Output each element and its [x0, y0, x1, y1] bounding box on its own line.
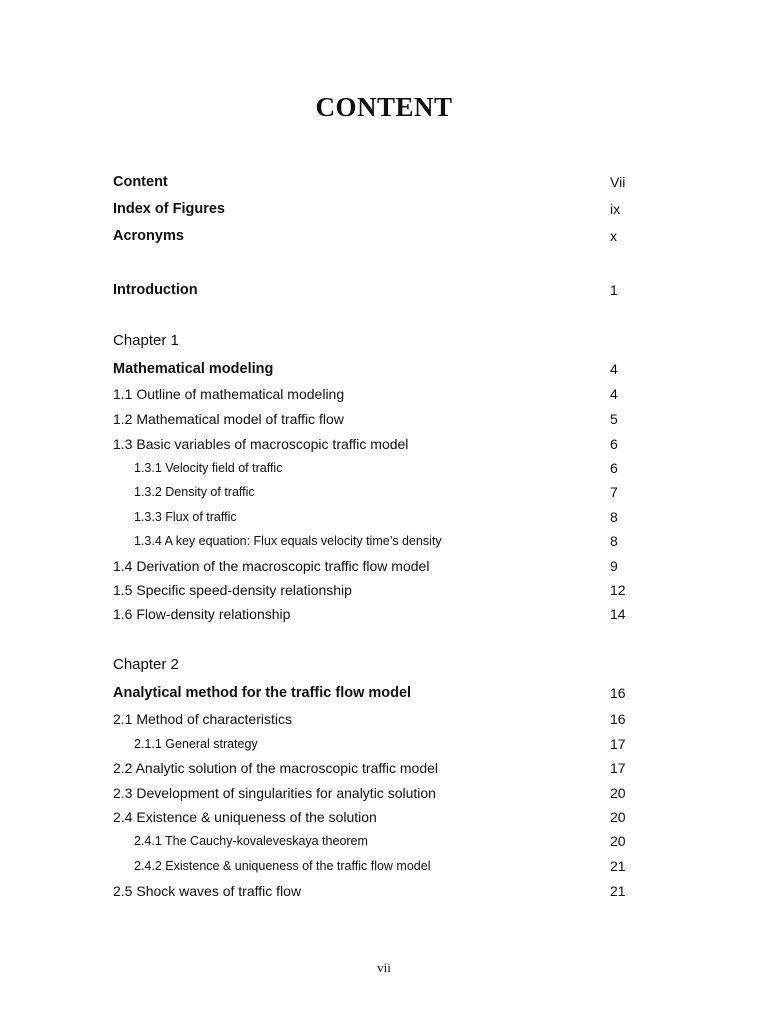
toc-entry-page: 14 [610, 606, 626, 622]
toc-entry-1-6[interactable] [113, 603, 633, 625]
toc-entry-label: Mathematical modeling [113, 361, 274, 377]
toc-entry-page: Vii [610, 174, 626, 190]
toc-entry-label: 1.3 Basic variables of macroscopic traffic model [113, 436, 409, 452]
toc-entry-1-5[interactable] [113, 579, 633, 601]
toc-entry-content[interactable] [113, 171, 633, 193]
toc-entry-page: 12 [610, 582, 626, 598]
toc-entry-page: 7 [610, 484, 618, 500]
toc-entry-1-3-2[interactable] [113, 481, 633, 503]
toc-entry-chapter-1-title[interactable] [113, 358, 633, 380]
toc-entry-label: 1.4 Derivation of the macroscopic traffic flow model [113, 558, 430, 574]
toc-entry-page: 8 [610, 509, 618, 525]
toc-entry-page: 9 [610, 558, 618, 574]
toc-entry-1-3-1[interactable] [113, 457, 633, 479]
page-title: CONTENT [315, 92, 453, 122]
toc-entry-page: 16 [610, 711, 626, 727]
toc-entry-label: 1.3.1 Velocity field of traffic [134, 461, 283, 475]
toc-entry-page: 5 [610, 411, 618, 427]
toc-entry-label: 2.4.2 Existence & uniqueness of the traffic flow model [134, 859, 431, 873]
toc-entry-page: 8 [610, 533, 618, 549]
toc-entry-label: Index of Figures [113, 201, 225, 217]
toc-entry-index-of-figures[interactable] [113, 198, 633, 220]
toc-entry-1-3-4[interactable] [113, 530, 633, 552]
footer-page-number: vii [377, 960, 391, 975]
toc-entry-label: Analytical method for the traffic flow model [113, 685, 412, 701]
toc-entry-acronyms[interactable] [113, 225, 633, 247]
toc-entry-label: Content [113, 174, 168, 190]
toc-entry-label: Introduction [113, 282, 198, 298]
toc-entry-label: 2.4.1 The Cauchy-kovaleveskaya theorem [134, 834, 368, 848]
toc-entry-page: 6 [610, 436, 618, 452]
toc-entry-2-4[interactable] [113, 806, 633, 828]
toc-entry-label: 1.3.3 Flux of traffic [134, 510, 237, 524]
chapter-label: Chapter 2 [113, 656, 179, 673]
toc-entry-page: 4 [610, 386, 618, 402]
toc-entry-page: 21 [610, 858, 626, 874]
toc-entry-page: 20 [610, 833, 626, 849]
toc-entry-label: 2.2 Analytic solution of the macroscopic traffic model [113, 760, 439, 776]
toc-entry-page: 17 [610, 736, 626, 752]
toc-entry-2-4-1[interactable] [113, 830, 633, 852]
toc-entry-page: 20 [610, 785, 626, 801]
toc-entry-label: 2.4 Existence & uniqueness of the solution [113, 809, 377, 825]
toc-entry-2-5[interactable] [113, 880, 633, 902]
toc-entry-1-4[interactable] [113, 555, 633, 577]
toc-entry-label: 2.1 Method of characteristics [113, 711, 292, 727]
toc-entry-page: 16 [610, 685, 626, 701]
toc-entry-label: 1.1 Outline of mathematical modeling [113, 386, 345, 402]
toc-entry-label: 1.6 Flow-density relationship [113, 606, 291, 622]
toc-entry-label: 1.5 Specific speed-density relationship [113, 582, 352, 598]
toc-entry-chapter-2-title[interactable] [113, 682, 633, 704]
toc-entry-label: Acronyms [113, 228, 184, 244]
toc-entry-page: 17 [610, 760, 626, 776]
toc-entry-1-3-3[interactable] [113, 506, 633, 528]
toc-entry-page: 4 [610, 361, 618, 377]
toc-entry-introduction[interactable] [113, 279, 633, 301]
chapter-heading-1 [113, 330, 633, 352]
toc-entry-2-3[interactable] [113, 782, 633, 804]
toc-entry-2-4-2[interactable] [113, 855, 633, 877]
toc-entry-label: 1.3.4 A key equation: Flux equals velocity time’s density [134, 534, 442, 548]
toc-entry-1-3[interactable] [113, 433, 633, 455]
toc-entry-page: 20 [610, 809, 626, 825]
toc-entry-label: 2.1.1 General strategy [134, 737, 258, 751]
toc-entry-label: 1.2 Mathematical model of traffic flow [113, 411, 344, 427]
chapter-label: Chapter 1 [113, 332, 179, 349]
toc-entry-1-2[interactable] [113, 408, 633, 430]
toc-entry-page: x [610, 228, 617, 244]
toc-entry-page: 1 [610, 282, 618, 298]
toc-entry-page: 21 [610, 883, 626, 899]
chapter-heading-2 [113, 654, 633, 676]
toc-entry-2-1-1[interactable] [113, 733, 633, 755]
toc-entry-2-2[interactable] [113, 757, 633, 779]
toc-entry-label: 2.5 Shock waves of traffic flow [113, 883, 302, 899]
toc-entry-label: 2.3 Development of singularities for analytic solution [113, 785, 436, 801]
toc-entry-page: 6 [610, 460, 618, 476]
toc-entry-2-1[interactable] [113, 708, 633, 730]
toc-entry-label: 1.3.2 Density of traffic [134, 485, 255, 499]
toc-entry-1-1[interactable] [113, 383, 633, 405]
toc-entry-page: ix [610, 201, 621, 217]
